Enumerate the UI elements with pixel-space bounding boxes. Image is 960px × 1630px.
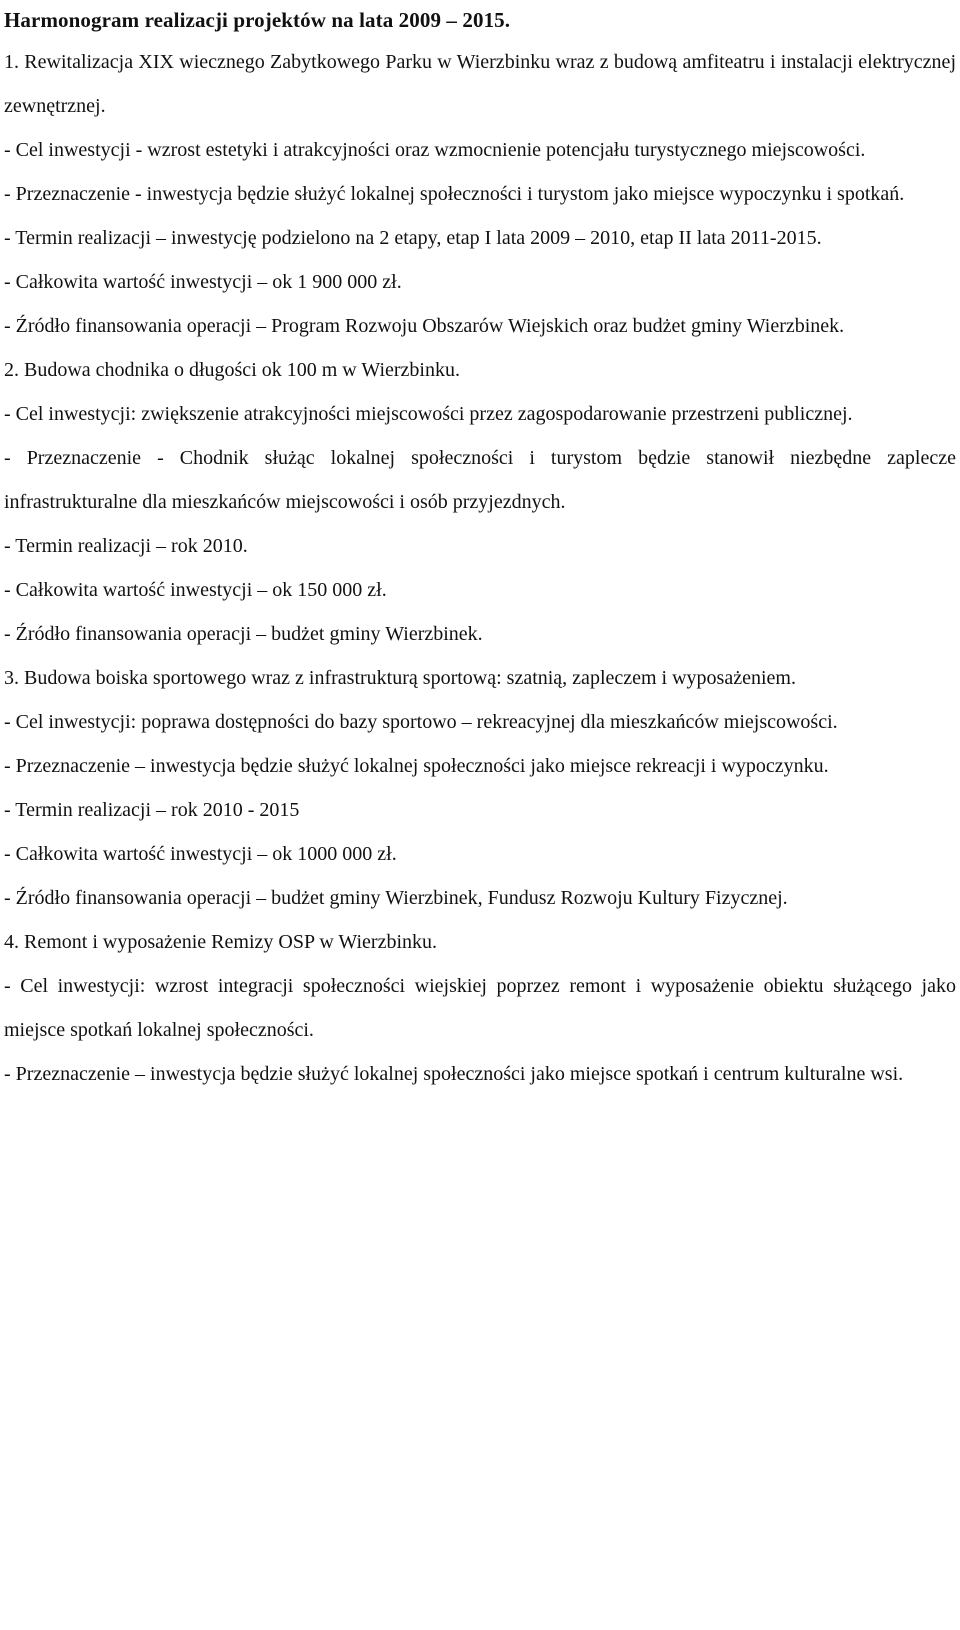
item-1-goal: - Cel inwestycji - wzrost estetyki i atrakcyjności oraz wzmocnienie potencjału turystycznego miejscowości. — [4, 139, 866, 161]
item-3-purpose: - Przeznaczenie – inwestycja będzie służyć lokalnej społeczności jako miejsce rekreacji i wypoczynku. — [4, 755, 829, 777]
item-3-heading: 3. Budowa boiska sportowego wraz z infrastrukturą sportową: szatnią, zapleczem i wyposażeniem. — [4, 667, 796, 689]
document-title: Harmonogram realizacji projektów na lata 2009 – 2015. — [4, 8, 511, 32]
item-4-purpose: - Przeznaczenie – inwestycja będzie służyć lokalnej społeczności jako miejsce spotkań i centrum kulturalne wsi. — [4, 1063, 904, 1085]
item-3-funding-source: - Źródło finansowania operacji – budżet gminy Wierzbinek, Fundusz Rozwoju Kultury Fizycznej. — [4, 887, 788, 909]
item-3-total-value: - Całkowita wartość inwestycji – ok 1000 000 zł. — [4, 843, 397, 865]
item-1-purpose: - Przeznaczenie - inwestycja będzie służyć lokalnej społeczności i turystom jako miejsce wypoczynku i spotkań. — [4, 183, 905, 205]
item-1-funding-source: - Źródło finansowania operacji – Program Rozwoju Obszarów Wiejskich oraz budżet gminy Wierzbinek. — [4, 315, 845, 337]
item-4-goal: - Cel inwestycji: wzrost integracji społeczności wiejskiej poprzez remont i wyposażenie obiektu służącego jako miejsce spotkań lokalnej społeczności. — [4, 975, 956, 1041]
item-1-timeline: - Termin realizacji – inwestycję podzielono na 2 etapy, etap I lata 2009 – 2010, etap II lata 2011-2015. — [4, 227, 822, 249]
item-2-timeline: - Termin realizacji – rok 2010. — [4, 535, 248, 557]
document-page — [4, 0, 956, 1096]
item-1-heading: 1. Rewitalizacja XIX wiecznego Zabytkowego Parku w Wierzbinku wraz z budową amfiteatru i instalacji elektrycznej zewnętrznej. — [4, 51, 956, 117]
item-3-timeline: - Termin realizacji – rok 2010 - 2015 — [4, 799, 300, 821]
item-3-goal: - Cel inwestycji: poprawa dostępności do bazy sportowo – rekreacyjnej dla mieszkańców miejscowości. — [4, 711, 838, 733]
item-1-total-value: - Całkowita wartość inwestycji – ok 1 900 000 zł. — [4, 271, 402, 293]
item-2-goal: - Cel inwestycji: zwiększenie atrakcyjności miejscowości przez zagospodarowanie przestrzeni publicznej. — [4, 403, 853, 425]
item-4-heading: 4. Remont i wyposażenie Remizy OSP w Wierzbinku. — [4, 931, 438, 953]
item-2-total-value: - Całkowita wartość inwestycji – ok 150 000 zł. — [4, 579, 387, 601]
item-2-heading: 2. Budowa chodnika o długości ok 100 m w Wierzbinku. — [4, 359, 460, 381]
item-2-purpose: - Przeznaczenie - Chodnik służąc lokalnej społeczności i turystom będzie stanowił niezbędne zaplecze infrastrukturalne dla mieszkańców miejscowości i osób przyjezdnych. — [4, 447, 956, 513]
item-2-funding-source: - Źródło finansowania operacji – budżet gminy Wierzbinek. — [4, 623, 483, 645]
